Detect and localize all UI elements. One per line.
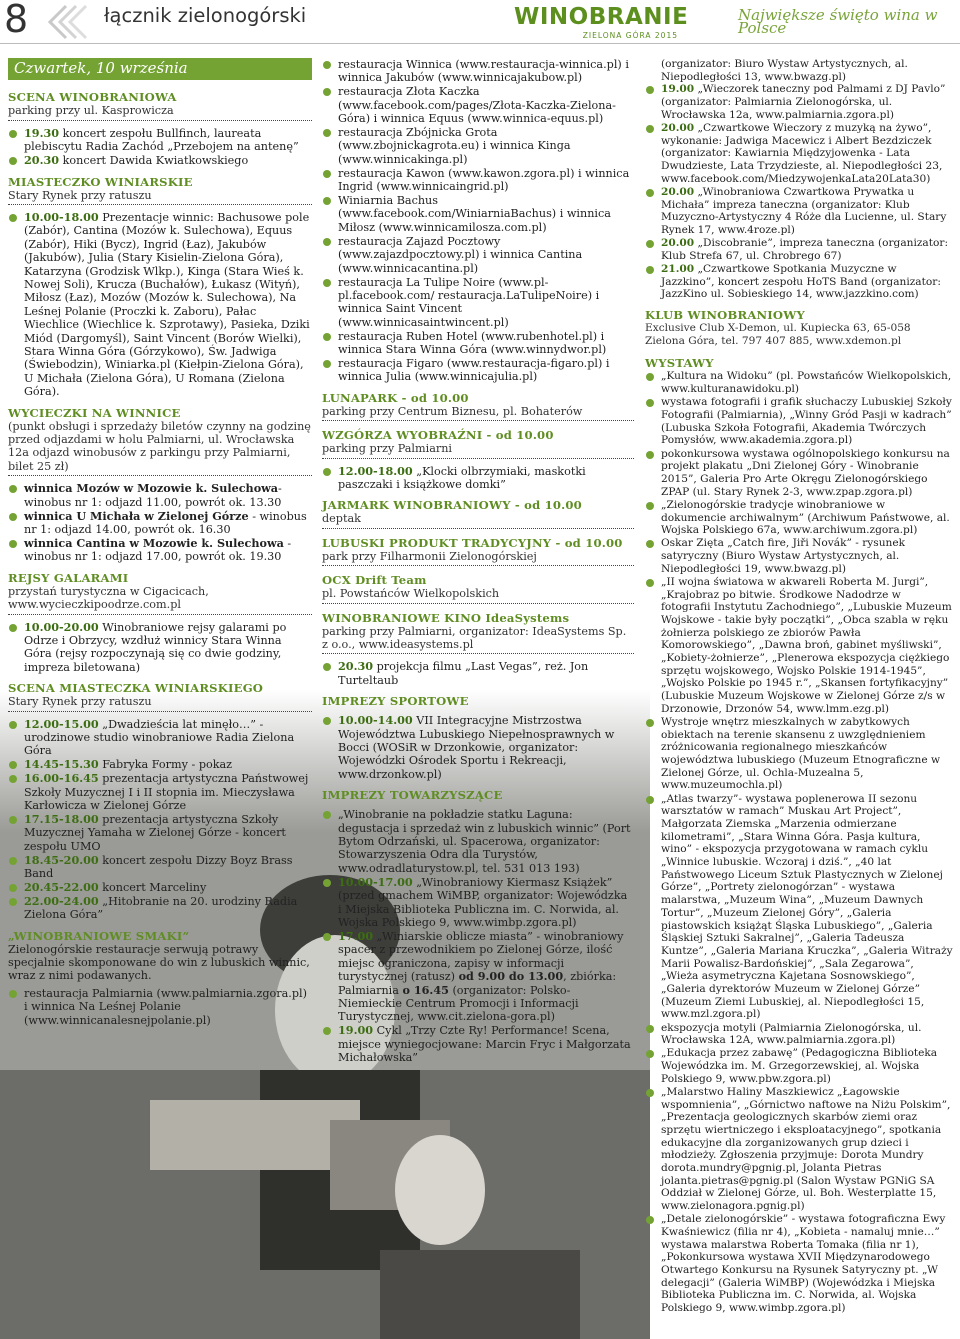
event-text: „Winiarskie oblicze miasta” - winobraniowy spacer z przewodnikiem po Zielonej Górze, ilość miejsc ograniczona, zapisy w informacji turystycznej (ratusz) bbox=[338, 929, 624, 984]
event-time: 16.00-16.45 bbox=[24, 771, 99, 786]
list-item bbox=[645, 793, 953, 1021]
section-location: Stary Rynek przy ratuszu bbox=[8, 695, 312, 711]
list-item bbox=[8, 813, 312, 853]
list-item bbox=[322, 808, 634, 875]
section-title-kino: WINOBRANIOWE KINO IdeaSystems bbox=[322, 610, 570, 625]
event-text: „Kultura na Widoku” (pl. Powstańców Wielkopolskich, www.kulturanawidoku.pl) bbox=[661, 370, 952, 396]
section-title-wycieczki: WYCIECZKI NA WINNICE bbox=[8, 405, 181, 420]
event-text: koncert zespołu Dizzy Boyz Brass Band bbox=[24, 853, 293, 880]
event-time: 20.30 bbox=[338, 659, 374, 674]
event-time: 17.15-18.00 bbox=[24, 811, 99, 826]
list-item bbox=[322, 330, 634, 357]
event-text: „Discobranie”, impreza taneczna (organizator: Klub Strefa 67, ul. Chrobrego 67) bbox=[661, 237, 949, 262]
event-text: prezentacja artystyczna Szkoły Muzycznej Yamaha w Zielonej Górze - koncert zespołu UMO bbox=[24, 812, 286, 853]
event-text: - winobus nr 1: odjazd 17.00, powrót ok. 19.30 bbox=[24, 536, 292, 564]
event-time: 20.00 bbox=[661, 237, 695, 250]
event-time: 18.45-20.00 bbox=[24, 852, 99, 867]
list-item bbox=[322, 930, 634, 1024]
event-time: 14.45-15.30 bbox=[24, 757, 99, 772]
list-item bbox=[8, 772, 312, 812]
list-item bbox=[8, 854, 312, 881]
event-time: 20.30 bbox=[24, 153, 60, 168]
list-item bbox=[645, 396, 953, 447]
column-1 bbox=[8, 58, 312, 1028]
event-text: ekspozycja motyli (Palmiarnia Zielonogórska, ul. Wrocławska 12A, www.palmiarnia.zgora.pl) bbox=[661, 1021, 922, 1047]
section-title-imprezy-towarzyszace: IMPREZY TOWARZYSZĄCE bbox=[322, 788, 503, 803]
event-text: „Czwartkowe Spotkania Muzyczne w Jazzkino”, koncert zespołu HoTS Band (organizator: JazzKino ul. Sobieskiego 14, www.jazzkino.com) bbox=[661, 263, 941, 301]
event-text: Winobraniowe rejsy galarami po Odrze i Obrzycy, wzdłuż winnicy Stara Winna Góra (rejsy rozpoczynają się co dwie godziny, impreza biletowana) bbox=[24, 620, 287, 674]
event-text: Cykl „Trzy Czte Ry! Performance! Scena, miejsce wyniegocjowane: Marcin Fryc i Małgorzata Michałowska” bbox=[338, 1024, 631, 1065]
event-text: „Dwadzieścia lat minęło…” - urodzinowe studio winobraniowe Radia Zielona Góra bbox=[24, 717, 295, 758]
section-note: (punkt obsługi i sprzedaży biletów czynny na godzinę przed odjazdami w holu Palmiarni, ul. Wrocławska 12a odjazd winobusów z parkingu przy Palmiarni, bilet 25 zł) bbox=[8, 420, 312, 477]
event-text: „Detale zielonogórskie” - wystawa fotograficzna Ewy Kwaśniewicz (filia nr 4), „Kobieta - namaluj mnie…” wystawa malarstwa Roberta Tomaka (filia nr 1), „Pokonkursowa wystawa XVII Międzynarodowego Otwartego Konkursu na Rysunek Satyryczny pt. „W delegacji” (Galeria WiMBP) (Wojewódzka i Miejska Biblioteka Publiczna im. C. Norwida, al. Wojska Polskiego 9, www.wimbp.zgora.pl) bbox=[661, 1213, 946, 1315]
section-location: deptak bbox=[322, 512, 634, 528]
event-time: 19.30 bbox=[24, 125, 60, 140]
newspaper-name: łącznik zielonogórski bbox=[104, 4, 307, 27]
event-list bbox=[8, 211, 312, 399]
section-title-winobraniowe-smaki: „WINOBRANIOWE SMAKI” bbox=[8, 928, 190, 943]
section-title-lubuski-produkt: LUBUSKI PRODUKT TRADYCYJNY - od 10.00 bbox=[322, 535, 623, 550]
event-text: Fabryka Formy - pokaz bbox=[98, 758, 233, 772]
event-text: „Atlas twarzy”- wystawa poplenerowa II sezonu warsztatów w ramach” Muskau Art Project”, Małgorzata Ziemska „Marzenia odmierzane kilometrami”, „Stara Winna Góra. Pasja kultura, wino” - ekspozycja przygotowana w ramach cyklu „Winnice lubuskie. Wczoraj i dziś.”, „40 lat Państwowego Liceum Sztuk Plastycznych w Zielonej Górze”, „Portrety zielonogórzan” - wystawa malarstwa, „Muzeum Wina”, „Muzeum Dawnych Tortur”, „Muzeum Zielonej Góry”, „Galeria piastowskich książąt Śląska Lubuskiego”, „Galeria Śląskiej Sztuki Sakralnej”, „Galeria Tadeusza Kuntze”, „Galeria Mariana Kruczka”, „Galeria Witraży Marii Powalisz-Bardońskiej”, „Sala Zegarowa”, „Wieża asymetryczna Kajetana Sosnowskiego”, „Galeria dyrektorów Muzeum w Zielonej Górze” (Muzeum Ziemi Lubuskiej, al. Niepodległości 15, www.mzl.zgora.pl) bbox=[661, 792, 953, 1021]
event-list bbox=[322, 714, 634, 781]
event-list bbox=[8, 482, 312, 563]
event-text: restauracja Zbójnicka Grota (www.zbojnickagrota.eu) i winnica Kinga (www.winnicakinga.pl) bbox=[338, 126, 571, 166]
list-item bbox=[322, 660, 634, 687]
event-time-range: od 9.00 do 13.00 bbox=[458, 969, 564, 984]
event-title: winnica U Michała w Zielonej Górze bbox=[24, 508, 249, 523]
event-time: 12.00-18.00 bbox=[338, 463, 413, 478]
event-time: 10.00-20.00 bbox=[24, 619, 99, 634]
event-text: Wystroje wnętrz mieszkalnych w zabytkowych obiektach na terenie skansenu z uwzględnieniem zróżnicowania regionalnego mieszkańców województwa lubuskiego (Muzeum Etnograficzne w Zielonej Górze, ul. Ochla-Muzealna 5, www.muzeumochla.pl) bbox=[661, 716, 941, 792]
event-time: 10.00-14.00 bbox=[338, 713, 413, 728]
winobranie-logo bbox=[514, 4, 689, 41]
event-text: (organizator: Polsko-Niemieckie Centrum Promocji i Informacji Turystycznej, www.cit.zielona-gora.pl) bbox=[338, 983, 579, 1024]
section-note: Zielonogórskie restauracje serwują potrawy specjalnie skomponowane do win z lubuskich winnic, wraz z nimi podawanych. bbox=[8, 942, 310, 983]
list-item bbox=[322, 235, 634, 275]
list-item bbox=[645, 1047, 953, 1085]
list-item bbox=[8, 895, 312, 922]
slogan: Największe święto wina w Polsce bbox=[738, 6, 938, 38]
event-time: 12.00-15.00 bbox=[24, 716, 99, 731]
event-time: 10.00-18.00 bbox=[24, 209, 99, 224]
page-number: 8 bbox=[4, 0, 29, 41]
event-time: 17.00 bbox=[338, 928, 374, 943]
event-text: restauracja Złota Kaczka (www.facebook.com/pages/Złota-Kaczka-Zielona-Góra) i winnica Equus (www.winnica-equus.pl) bbox=[338, 85, 616, 126]
event-text: VII Integracyjne Mistrzostwa Województwa Lubuskiego Niepełnosprawnych w Bocci (WOSiR w Drzonkowie, organizator: Wojewódzki Ośrodek Sportu i Rekreacji, www.drzonkow.pl) bbox=[338, 714, 615, 781]
event-text: „Klocki olbrzymiaki, maskotki paszczaki i książkowe domki” bbox=[338, 464, 586, 491]
event-list bbox=[322, 465, 634, 492]
list-item bbox=[322, 58, 634, 85]
event-text: „Edukacja przez zabawę” (Pedagogiczna Biblioteka Wojewódzka im. M. Grzegorzewskiej, al. Wojska Polskiego 9, www.pbw.zgora.pl) bbox=[661, 1047, 938, 1085]
event-time: 22.00-24.00 bbox=[24, 893, 99, 908]
list-item bbox=[8, 211, 312, 399]
event-list bbox=[645, 83, 953, 301]
event-list bbox=[8, 621, 312, 675]
event-text: „II wojna światowa w akwareli Roberta M. Jurgi”, „Krajobraz po bitwie. Środkowe Nadodrze w fotografii Instytutu Zachodniego”, „Lubuskie Muzeum Wojskowe - takie były początki”, „Obca szabla w ręku żołnierza polskiego ze zbiorów Pawła Komorowskiego”, „Dawna broń, gabinet myśliwski”, „Kobiety-żołnierze”, „Plenerowa ekspozycja ciężkiego sprzętu wojskowego, Wojsko Polskie 1914-1945”, „Wojsko Polskie po 1945 r.”, „Skansen fortyfikacyjny” (Lubuskie Muzeum Wojskowe w Zielonej Górze z/s w Drzonowie, Drzonów 54, www.lmm.ezg.pl) bbox=[661, 575, 952, 715]
event-text: koncert zespołu Bullfinch, laureata plebiscytu Radia Zachód „Przebojem na antenę” bbox=[24, 126, 299, 154]
list-item bbox=[8, 758, 312, 771]
section-title-wystawy: WYSTAWY bbox=[645, 356, 714, 371]
event-text: restauracja Kawon (www.kawon.zgora.pl) i winnica Ingrid (www.winnicaingrid.pl) bbox=[338, 166, 630, 194]
section-location: parking przy ul. Kasprowicza bbox=[8, 104, 312, 120]
page-header bbox=[0, 0, 960, 44]
list-item bbox=[8, 482, 312, 509]
event-text: „Winobraniowa Czwartkowa Prywatka u Michała” impreza taneczna (organizator: Klub Muzyczno-Artystyczny 4 Róże dla Lucienne, ul. Stary Rynek 17, www.4roze.pl) bbox=[661, 185, 947, 236]
section-location: Stary Rynek przy ratuszu bbox=[8, 189, 312, 205]
event-time: 19.00 bbox=[338, 1023, 374, 1038]
event-time: 10.00-17.00 bbox=[338, 874, 413, 889]
restaurant-list bbox=[322, 58, 634, 384]
event-text: „Hitobranie na 20. urodziny Radia Zielona Góra” bbox=[24, 894, 298, 922]
section-title-scena-winobraniowa: SCENA WINOBRANIOWA bbox=[8, 90, 177, 105]
event-text: restauracja La Tulipe Noire (www.pl-pl.facebook.com/ restauracja.LaTulipeNoire) i winnica Saint Vincent (www.winnicasaintwincent.pl) bbox=[338, 275, 600, 329]
list-item bbox=[645, 186, 953, 237]
list-item bbox=[8, 510, 312, 537]
logo-word: WINOBRANIE bbox=[514, 4, 689, 30]
event-text: „Czwartkowe Wieczory z muzyką na żywo”, wykonanie: Jadwiga Macewicz i Albert Bezdziczek (organizator: Kawiarnia Międzyjowenka - Lata Dwudzieste, Lata Trzydzieste, al. Niepodległości 23, www.facebook.com/MiedzywojenkaLata20Lata30) bbox=[661, 121, 943, 185]
section-location: parking przy Palmiarni, organizator: IdeaSystems Sp. z o.o., www.ideasystems.pl bbox=[322, 625, 634, 655]
exhibition-list bbox=[645, 370, 953, 1314]
event-time-meet: o 16.45 bbox=[402, 982, 449, 997]
event-time: 20.45-22.00 bbox=[24, 879, 99, 894]
event-text: restauracja Ruben Hotel (www.rubenhotel.pl) i winnica Stara Winna Góra (www.winnydwor.pl) bbox=[338, 329, 607, 357]
section-title-miasteczko-winiarskie: MIASTECZKO WINIARSKIE bbox=[8, 174, 193, 189]
list-item bbox=[645, 1086, 953, 1213]
list-item bbox=[322, 714, 634, 781]
event-text: restauracja Winnica (www.restauracja-winnica.pl) i winnica Jakubów (www.winnicajakubow.pl) bbox=[338, 58, 629, 85]
list-item bbox=[8, 718, 312, 758]
event-text: „Malarstwo Haliny Maszkiewicz „Łagowskie wspomnienia”, „Górnictwo naftowe na Niżu Polskim”, „Prezentacja geologicznych skarbów ziemi oraz sprzętu wiertniczego i eksploatacyjnego”, spotkania edukacyjne dla zorganizowanych grup dzieci i młodzieży. Zgłoszenia przyjmuje: Dorota Mundry dorota.mundry@pgnig.pl, Jolanta Pietras jolanta.pietras@pgnig.pl (Salon Wystaw PGNiG SA Oddział w Zielonej Górze, ul. Boh. Westerplatte 15, www.zielonagora.pgnig.pl) bbox=[661, 1085, 951, 1213]
list-item bbox=[645, 537, 953, 575]
event-text: koncert Dawida Kwiatkowskiego bbox=[59, 154, 249, 168]
event-text: „Wieczorek taneczny pod Palmami z DJ Pavlo” (organizator: Palmiarnia Zielonogórska, ul. Wrocławska 12a, www.palmiarnia.zgora.pl) bbox=[661, 83, 946, 121]
section-title-rejsy: REJSY GALARAMI bbox=[8, 570, 129, 585]
section-location: Exclusive Club X-Demon, ul. Kupiecka 63, 65-058 Zielona Góra, tel. 797 407 885, www.xdemon.pl bbox=[645, 322, 911, 347]
event-text: - winobus nr 1: odjazd 14.00, powrót ok. 16.30 bbox=[24, 509, 307, 536]
event-text: Prezentacje winnic: Bachusowe pole (Zabór), Cantina (Mozów k. Sulechowa), Equus (Zabór), Hiki (Bycz), Ingrid (Łaz), Jakubów (Jakubów), Julia (Stary Kisielin-Zielona Góra), Katarzyna (Grodzisk Wlkp.), Kinga (Stara Wieś k. Nowej Soli), Krucza (Buchałów), Łukasz (Wityń), Miłosz (Łaz), Mozów (Mozów k. Sulechowa), Na Leśnej Polanie (Proczki k. Zaboru), Pałac Wiechlice (Wiechlice k. Szprotawy), Pasieka, Dziki Miód (Dargomyśl), Saint Vincent (Borów Wielki), Stara Winna Góra (Górzykowo), Św. Jadwiga (Świebodzin), Winiarka.pl (Kiełpin-Zielona Góra), U Michała (Zielona Góra), U Romana (Zielona Góra). bbox=[24, 210, 310, 399]
list-item bbox=[322, 85, 634, 125]
event-list bbox=[8, 718, 312, 922]
event-time: 20.00 bbox=[661, 185, 695, 198]
list-item bbox=[645, 448, 953, 499]
list-item bbox=[645, 370, 953, 395]
column-3 bbox=[645, 58, 953, 1315]
event-text: - winobus nr 1: odjazd 11.00, powrót ok. 13.30 bbox=[24, 482, 282, 509]
section-title-jarmark: JARMARK WINOBRANIOWY - od 10.00 bbox=[322, 498, 582, 513]
event-list bbox=[8, 987, 312, 1027]
event-list bbox=[322, 660, 634, 687]
event-list bbox=[8, 127, 312, 168]
event-time: 19.00 bbox=[661, 83, 695, 96]
event-time: 20.00 bbox=[661, 121, 695, 134]
event-text: restauracja Palmiarnia (www.palmiarnia.zgora.pl) i winnica Na Leśnej Polanie (www.winnicanalesnejpolanie.pl) bbox=[24, 986, 307, 1027]
section-title-scena-miasteczka: SCENA MIASTECZKA WINIARSKIEGO bbox=[8, 681, 264, 696]
event-text: koncert Marceliny bbox=[98, 880, 207, 894]
list-item bbox=[322, 1024, 634, 1064]
event-text: wystawa fotografii i grafik słuchaczy Lubuskiej Szkoły Fotografii (Palmiarnia), „Winny Gród Pasji w kadrach” (Lubuska Szkoła Fotografii, Akademia Twórczych Pomysłów, www.akademia.zgora.pl) bbox=[661, 396, 952, 447]
event-text: „Winobranie na pokładzie statku Laguna: degustacja i sprzedaż win z lubuskich winnic” (Port Bytom Odrzański, ul. Spacerowa, organizator: Stowarzyszenia Odra dla Turystów, www.odradlaturystow.pl, tel. 531 013 193) bbox=[338, 808, 631, 875]
list-item bbox=[645, 83, 953, 121]
list-item bbox=[8, 127, 312, 154]
section-location: przystań turystyczna w Cigacicach, www.wycieczkipoodrze.com.pl bbox=[8, 585, 312, 615]
section-title-lunapark: LUNAPARK - od 10.00 bbox=[322, 390, 469, 405]
section-title-ocx-drift: OCX Drift Team bbox=[322, 573, 427, 588]
event-title: winnica Cantina w Mozowie k. Sulechowa bbox=[24, 535, 284, 550]
list-item bbox=[645, 263, 953, 301]
list-item bbox=[645, 716, 953, 792]
event-text: „Zielonogórskie tradycje winobraniowe w dokumencie archiwalnym” (Archiwum Państwowe, al. Wojska Polskiego 67a, www.archiwum.zgora.pl) bbox=[661, 498, 950, 537]
list-item bbox=[322, 276, 634, 330]
list-item bbox=[8, 154, 312, 167]
list-item bbox=[8, 621, 312, 675]
event-list bbox=[322, 808, 634, 1064]
list-item bbox=[8, 987, 312, 1027]
section-location: parking przy Palmiarni bbox=[322, 442, 634, 458]
event-text: Oskar Zięta „Catch fire, Jiři Novák” - rysunek satyryczny (Biuro Wystaw Artystycznych, al. Niepodległości 19, www.bwazg.pl) bbox=[661, 537, 906, 575]
list-item bbox=[8, 537, 312, 564]
list-item bbox=[322, 126, 634, 166]
event-text: restauracja Zajazd Pocztowy (www.zajazdpocztowy.pl) i winnica Cantina (www.winnicacantina.pl) bbox=[338, 234, 583, 275]
list-item bbox=[322, 194, 634, 234]
section-title-klub: KLUB WINOBRANIOWY bbox=[645, 308, 805, 323]
section-title-imprezy-sportowe: IMPREZY SPORTOWE bbox=[322, 694, 469, 709]
list-item bbox=[322, 357, 634, 384]
column-2 bbox=[322, 58, 634, 1065]
list-item bbox=[322, 167, 634, 194]
section-title-wzgorza: WZGÓRZA WYOBRAŹNI - od 10.00 bbox=[322, 428, 554, 443]
chevrons-left-icon bbox=[46, 4, 94, 40]
event-text: projekcja filmu „Last Vegas”, reż. Jon Turteltaub bbox=[338, 660, 589, 687]
section-location: parking przy Centrum Biznesu, pl. Bohaterów bbox=[322, 405, 634, 421]
list-item bbox=[645, 122, 953, 185]
continued-text: (organizator: Biuro Wystaw Artystycznych, al. Niepodległości 13, www.bwazg.pl) bbox=[661, 58, 908, 83]
list-item bbox=[645, 1213, 953, 1315]
event-text: Winiarnia Bachus (www.facebook.com/WiniarniaBachus) i winnica Miłosz (www.winnicamilosza.com.pl) bbox=[338, 194, 611, 234]
list-item bbox=[645, 576, 953, 716]
section-location: park przy Filharmonii Zielonogórskiej bbox=[322, 550, 634, 566]
event-text: prezentacja artystyczna Państwowej Szkoły Muzycznej I i II stopnia im. Mieczysława Karłowicza w Zielonej Górze bbox=[24, 772, 309, 812]
list-item bbox=[8, 881, 312, 894]
event-text: „Winobraniowy Kiermasz Książek” (przed gmachem WiMBP, organizator: Wojewódzka i Miejska Biblioteka Publiczna im. C. Norwida, al. Wojska Polskiego 9, www.wimbp.zgora.pl) bbox=[338, 875, 628, 929]
section-location: pl. Powstańców Wielkopolskich bbox=[322, 587, 634, 603]
event-title: winnica Mozów w Mozowie k. Sulechowa bbox=[24, 481, 279, 496]
list-item bbox=[645, 499, 953, 537]
list-item bbox=[322, 465, 634, 492]
list-item bbox=[322, 876, 634, 930]
logo-subtitle: ZIELONA GÓRA 2015 bbox=[582, 31, 678, 40]
event-time: 21.00 bbox=[661, 263, 695, 275]
list-item bbox=[645, 1022, 953, 1047]
day-banner: Czwartek, 10 września bbox=[8, 58, 312, 80]
event-text: restauracja Figaro (www.restauracja-figaro.pl) i winnica Julia (www.winnicajulia.pl) bbox=[338, 356, 610, 384]
event-text: , zbiórka: Palmiarnia bbox=[338, 970, 617, 997]
list-item bbox=[645, 237, 953, 262]
event-text: pokonkursowa wystawa ogólnopolskiego konkursu na projekt plakatu „Dni Zielonej Góry - Winobranie 2015”, Galeria Pro Arte Okręgu Zielonogórskiego ZPAP (ul. Stary Rynek 2-3, www.zpap.zgora.pl) bbox=[661, 447, 950, 498]
